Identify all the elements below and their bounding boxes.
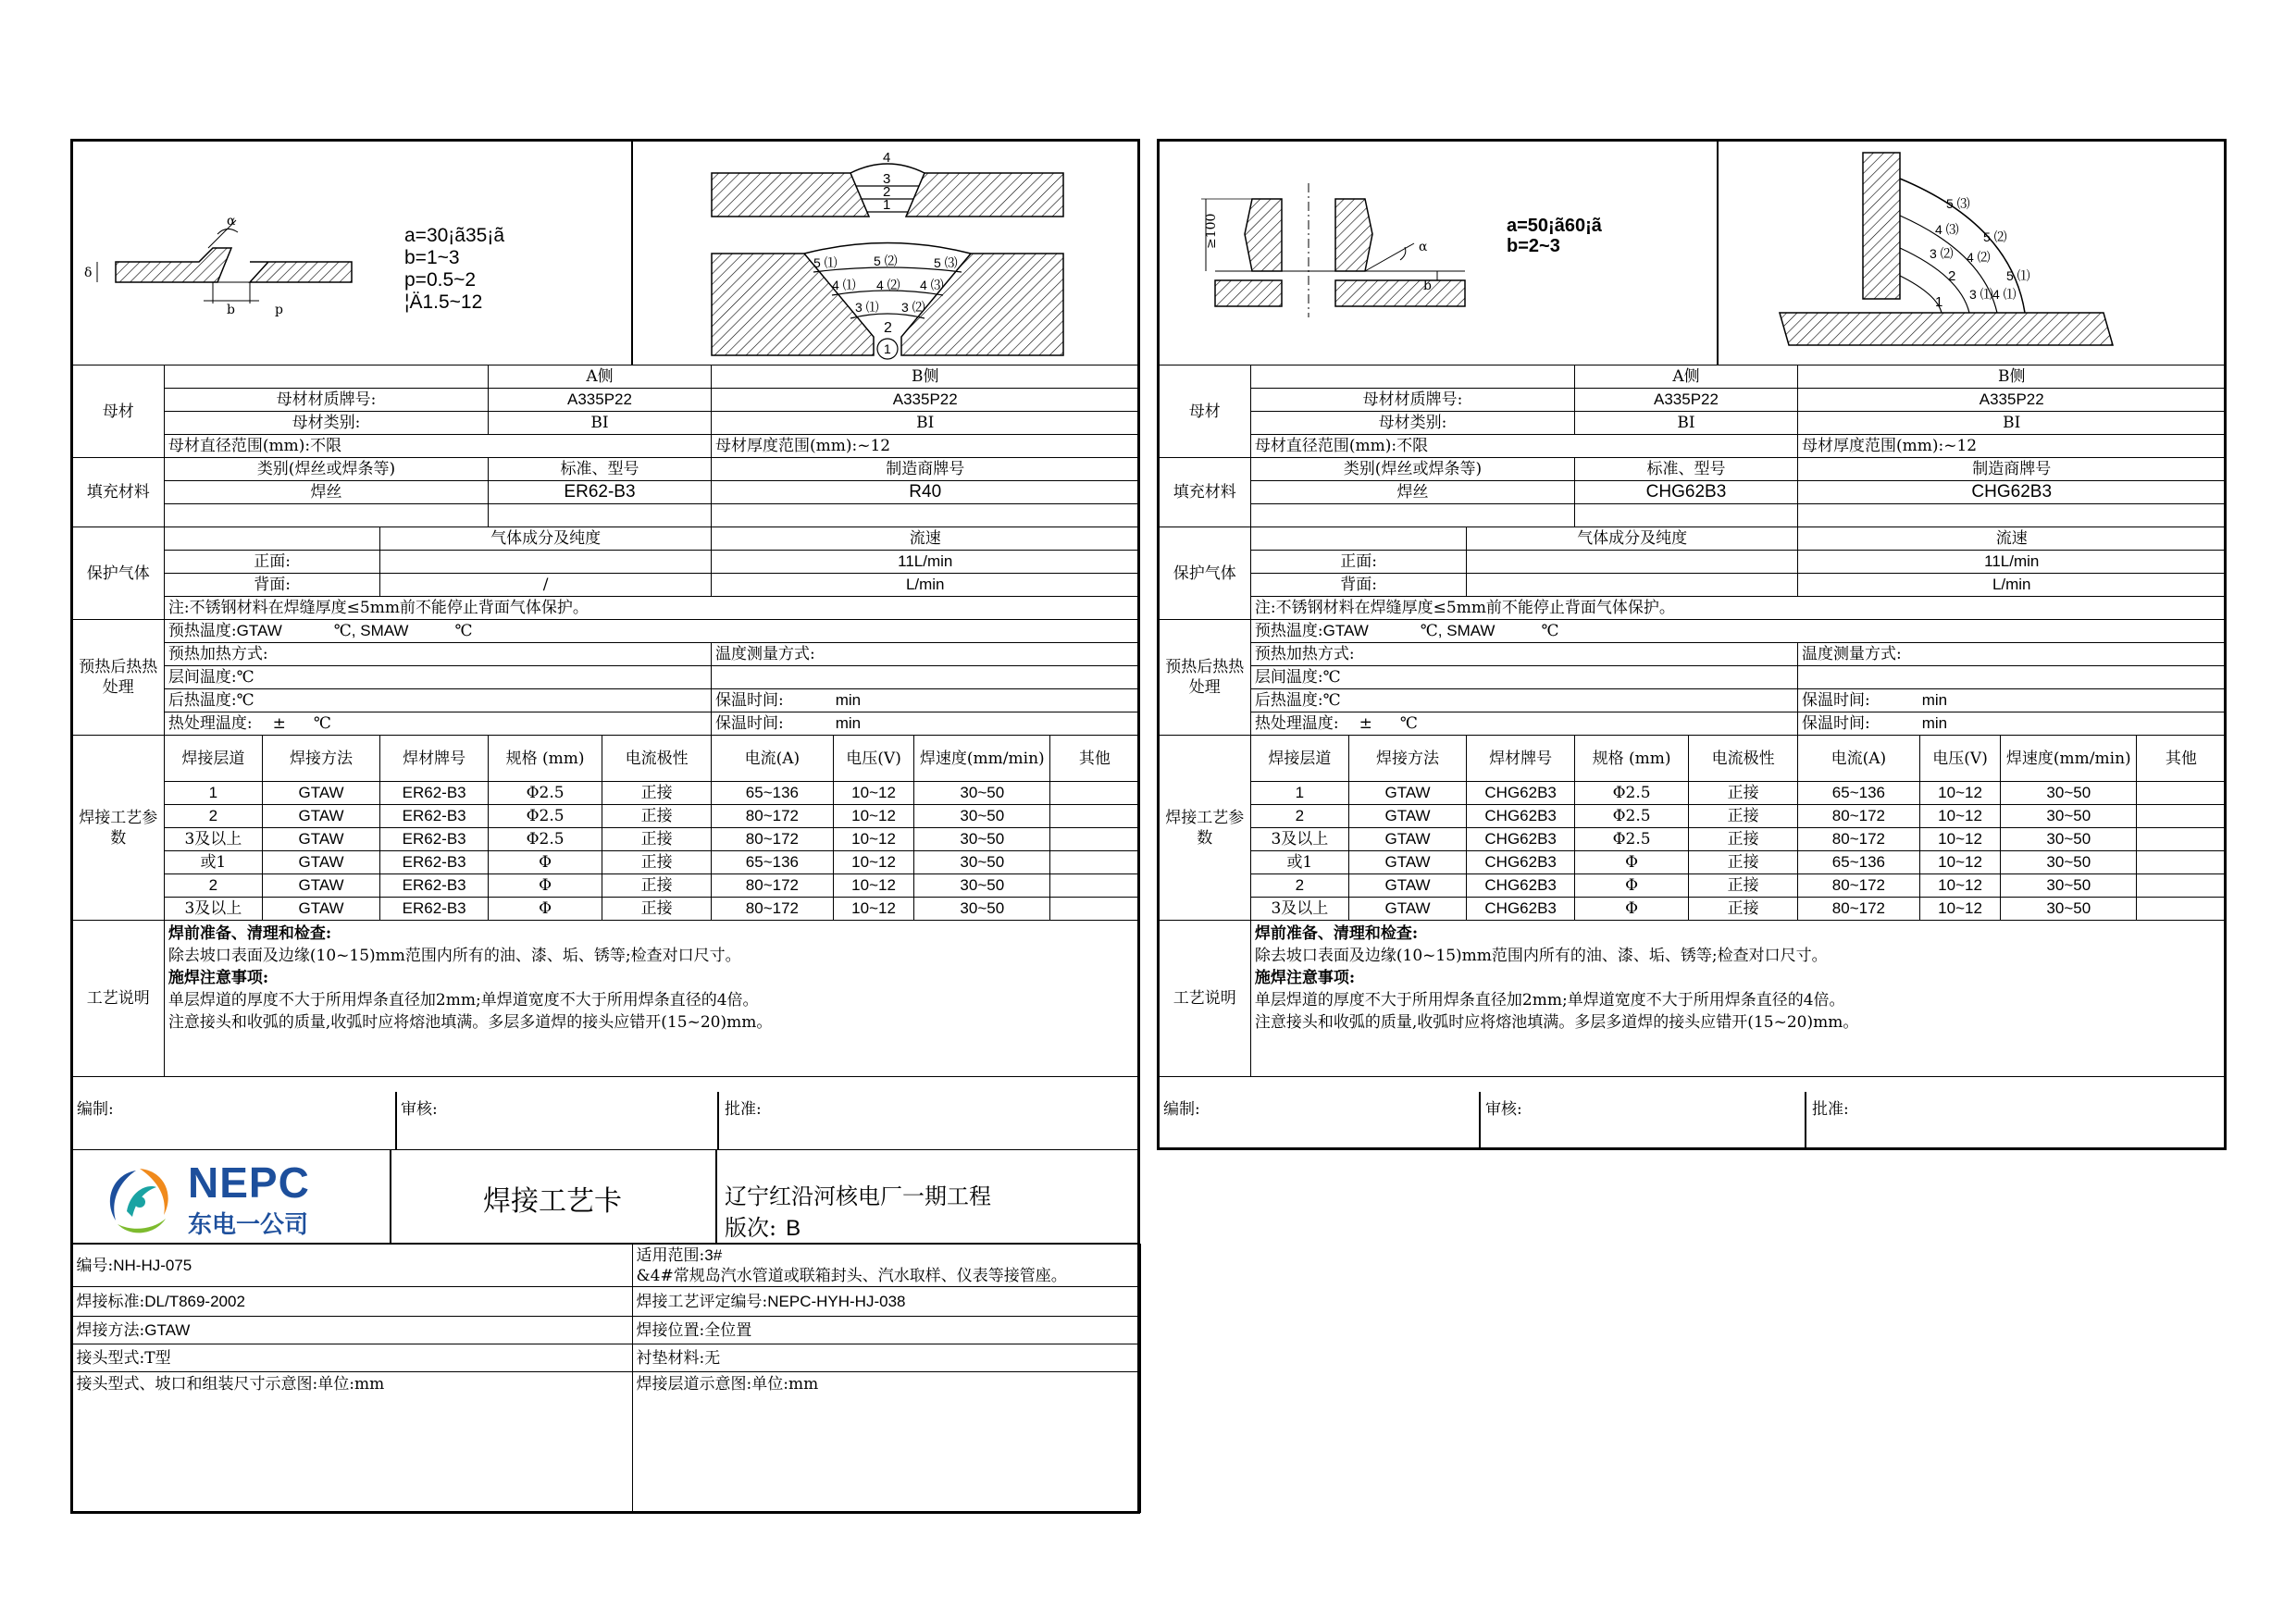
notes-content <box>1250 921 2226 1077</box>
filler-type-header: 类别(焊丝或焊条等) <box>164 458 488 481</box>
param-header-voltage: 电压(V) <box>1919 736 2001 782</box>
joint-geometry-figure <box>79 197 356 317</box>
figure-band <box>73 142 1137 365</box>
filler-type-header: 类别(焊丝或焊条等) <box>1250 458 1574 481</box>
pass-top-4: 4 <box>883 150 891 166</box>
postheat-hold: 保温时间: min <box>1797 689 2226 712</box>
param-thickness: ¦Ä1.5~12 <box>404 291 483 313</box>
section-heat: 预热后热热处理 <box>1159 620 1250 736</box>
postheat-temp: 后热温度:℃ <box>1250 689 1797 712</box>
table-row: 3及以上 GTAW ER62-B3 Φ 正接 80~172 10~12 30~50 <box>72 898 1139 921</box>
pass-3-2: 3 ⑵ <box>1930 246 1954 261</box>
gas-front-flow: 11L/min <box>1797 551 2226 574</box>
sign-approve: 批准: <box>1812 1100 1849 1119</box>
section-filler: 填充材料 <box>1159 458 1250 527</box>
param-angle: a=30¡ã35¡ã <box>404 225 505 246</box>
dim-b-label: b <box>227 303 235 317</box>
section-notes: 工艺说明 <box>1159 921 1250 1077</box>
care-text-1: 单层焊道的厚度不大于所用焊条直径加2mm;单焊道宽度不大于所用焊条直径的4倍。 <box>1254 991 1845 1010</box>
param-header-spec: 规格 (mm) <box>1575 736 1689 782</box>
side-a-header: A侧 <box>489 365 712 389</box>
postheat-temp: 后热温度:℃ <box>164 689 711 712</box>
care-title: 施焊注意事项: <box>168 969 269 987</box>
pass-4-1: 4 ⑴ <box>832 278 856 292</box>
class-b: BⅠ <box>711 412 1139 435</box>
filler-type: 焊丝 <box>1250 481 1574 504</box>
table-row: 2 GTAW ER62-B3 Φ 正接 80~172 10~12 30~50 <box>72 874 1139 898</box>
welding-card-right <box>1157 139 2227 1150</box>
table-row: 或1 GTAW CHG62B3 Φ 正接 65~136 10~12 30~50 <box>1159 851 2226 874</box>
pass-5-2: 5 ⑵ <box>1983 229 2007 244</box>
version: 版次: B <box>725 1215 801 1241</box>
weld-position: 焊接位置:全位置 <box>632 1317 1140 1344</box>
process-table-left <box>72 365 1140 1077</box>
class-a: BⅠ <box>489 412 712 435</box>
pass-4-3: 4 ⑶ <box>920 278 944 292</box>
table-row: 3及以上 GTAW CHG62B3 Φ 正接 80~172 10~12 30~50 <box>1159 898 2226 921</box>
gas-note: 注:不锈钢材料在焊缝厚度≤5mm前不能停止背面气体保护。 <box>1250 597 2226 620</box>
gas-back-flow: L/min <box>1797 574 2226 597</box>
gas-front-flow: 11L/min <box>711 551 1139 574</box>
joint-params <box>404 225 504 314</box>
pass-5-1: 5 ⑴ <box>813 255 838 270</box>
weld-method: 焊接方法:GTAW <box>72 1317 632 1344</box>
preheat-row: 预热温度:GTAW ℃, SMAW ℃ <box>164 620 1139 643</box>
filler-brand: CHG62B3 <box>1797 481 2226 504</box>
table-row: 1 GTAW CHG62B3 Φ2.5 正接 65~136 10~12 30~50 <box>1159 782 2226 805</box>
dim-p-label: p <box>275 303 283 317</box>
grade-label: 母材材质牌号: <box>164 389 488 412</box>
signature-row <box>1160 1092 2224 1147</box>
prep-title: 焊前准备、清理和检查: <box>1254 924 1419 943</box>
pwht-hold: 保温时间: min <box>1797 712 2226 736</box>
pass-sequence-figure <box>702 147 1073 360</box>
pass-1: 1 <box>884 341 891 356</box>
pwht-temp: 热处理温度: ± ℃ <box>164 712 711 736</box>
table-row: 或1 GTAW ER62-B3 Φ 正接 65~136 10~12 30~50 <box>72 851 1139 874</box>
param-header-method: 焊接方法 <box>262 736 380 782</box>
care-text-1: 单层焊道的厚度不大于所用焊条直径加2mm;单焊道宽度不大于所用焊条直径的4倍。 <box>168 991 759 1010</box>
filler-brand-header: 制造商牌号 <box>711 458 1139 481</box>
footer-info-table <box>72 1244 1141 1513</box>
pass-5-3: 5 ⑶ <box>1946 196 1970 211</box>
postheat-hold: 保温时间: min <box>711 689 1139 712</box>
pass-5-2: 5 ⑵ <box>874 254 898 268</box>
pwht-hold: 保温时间: min <box>711 712 1139 736</box>
param-header-spec: 规格 (mm) <box>489 736 602 782</box>
pass-figure-area: 焊接层道示意图:单位:mm <box>632 1372 1140 1513</box>
gas-front-label: 正面: <box>164 551 379 574</box>
gas-front-label: 正面: <box>1250 551 1466 574</box>
scope: 适用范围:3# &4#常规岛汽水管道或联箱封头、汽水取样、仪表等接管座。 <box>632 1245 1140 1287</box>
param-header-current: 电流(A) <box>1797 736 1919 782</box>
weld-standard: 焊接标准:DL/T869-2002 <box>72 1287 632 1317</box>
card-number: 编号:NH-HJ-075 <box>72 1245 632 1287</box>
filler-brand-header: 制造商牌号 <box>1797 458 2226 481</box>
param-header-other: 其他 <box>1050 736 1139 782</box>
nepc-logo-icon <box>99 1163 179 1237</box>
section-base-metal: 母材 <box>1159 365 1250 458</box>
param-gap: b=2~3 <box>1507 236 1560 256</box>
param-angle: a=50¡ã60¡ã <box>1507 216 1602 236</box>
sign-approve: 批准: <box>725 1100 762 1119</box>
param-root: p=0.5~2 <box>404 269 477 291</box>
care-title: 施焊注意事项: <box>1254 969 1356 987</box>
pass-top-3: 3 <box>883 171 891 187</box>
preheat-method: 预热加热方式: <box>164 643 711 666</box>
table-row: 2 GTAW CHG62B3 Φ2.5 正接 80~172 10~12 30~50 <box>1159 805 2226 828</box>
pqr-number: 焊接工艺评定编号:NEPC-HYH-HJ-038 <box>632 1287 1140 1317</box>
table-row: 2 GTAW CHG62B3 Φ 正接 80~172 10~12 30~50 <box>1159 874 2226 898</box>
grade-b: A335P22 <box>1797 389 2226 412</box>
side-b-header: B侧 <box>711 365 1139 389</box>
pass-top-1: 1 <box>883 197 891 213</box>
filler-brand: R40 <box>711 481 1139 504</box>
param-header-pass: 焊接层道 <box>1250 736 1348 782</box>
section-base-metal: 母材 <box>72 365 164 458</box>
table-row: 2 GTAW ER62-B3 Φ2.5 正接 80~172 10~12 30~50 <box>72 805 1139 828</box>
pass-4-1: 4 ⑴ <box>1992 287 2017 302</box>
grade-a: A335P22 <box>489 389 712 412</box>
section-filler: 填充材料 <box>72 458 164 527</box>
prep-text: 除去坡口表面及边缘(10~15)mm范围内所有的油、漆、垢、锈等;检查对口尺寸。 <box>1254 947 1828 965</box>
param-header-voltage: 电压(V) <box>833 736 914 782</box>
care-text-2: 注意接头和收弧的质量,收弧时应将熔池填满。多层多道焊的接头应错开(15~20)mm。 <box>168 1013 773 1032</box>
pass-4-3: 4 ⑶ <box>1935 222 1959 237</box>
backing-material: 衬垫材料:无 <box>632 1344 1140 1372</box>
dim-b-label: b <box>1423 279 1432 293</box>
prep-title: 焊前准备、清理和检查: <box>168 924 332 943</box>
grade-b: A335P22 <box>711 389 1139 412</box>
gas-flow-header: 流速 <box>711 527 1139 551</box>
class-label: 母材类别: <box>164 412 488 435</box>
dim-100-label: ≥100 <box>1204 213 1219 249</box>
filler-std-header: 标准、型号 <box>1575 458 1798 481</box>
section-heat: 预热后热热处理 <box>72 620 164 736</box>
pass-2: 2 <box>884 320 892 336</box>
gas-back-label: 背面: <box>164 574 379 597</box>
temp-measure: 温度测量方式: <box>711 643 1139 666</box>
thickness-range: 母材厚度范围(mm):~12 <box>711 435 1139 458</box>
table-row: 3及以上 GTAW CHG62B3 Φ2.5 正接 80~172 10~12 30~50 <box>1159 828 2226 851</box>
pass-top-2: 2 <box>883 184 891 200</box>
section-params: 焊接工艺参数 <box>72 736 164 921</box>
pass-3-1: 3 ⑴ <box>855 300 879 315</box>
preheat-row: 预热温度:GTAW ℃, SMAW ℃ <box>1250 620 2226 643</box>
preheat-method: 预热加热方式: <box>1250 643 1797 666</box>
process-table-right <box>1159 365 2227 1077</box>
section-gas: 保护气体 <box>1159 527 1250 620</box>
project-name: 辽宁红沿河核电厂一期工程 <box>725 1183 991 1209</box>
param-header-speed: 焊速度(mm/min) <box>914 736 1050 782</box>
gas-comp-header: 气体成分及纯度 <box>380 527 712 551</box>
section-notes: 工艺说明 <box>72 921 164 1077</box>
gas-back-label: 背面: <box>1250 574 1466 597</box>
pass-4-2: 4 ⑵ <box>1967 250 1991 265</box>
pass-4-2: 4 ⑵ <box>876 278 900 292</box>
card-title: 焊接工艺卡 <box>483 1185 622 1218</box>
logo-text: NEPC <box>188 1158 310 1207</box>
filler-std: CHG62B3 <box>1575 481 1798 504</box>
param-header-method: 焊接方法 <box>1348 736 1467 782</box>
param-header-pass: 焊接层道 <box>164 736 262 782</box>
thickness-range: 母材厚度范围(mm):~12 <box>1797 435 2226 458</box>
interpass-temp: 层间温度:℃ <box>1250 666 1797 689</box>
sign-review: 审核: <box>401 1100 438 1119</box>
grade-a: A335P22 <box>1575 389 1798 412</box>
section-gas: 保护气体 <box>72 527 164 620</box>
section-params: 焊接工艺参数 <box>1159 736 1250 921</box>
pass-3-2: 3 ⑵ <box>901 300 925 315</box>
dim-alpha-label: α <box>1419 240 1428 254</box>
care-text-2: 注意接头和收弧的质量,收弧时应将熔池填满。多层多道焊的接头应错开(15~20)mm。 <box>1254 1013 1859 1032</box>
param-header-brand: 焊材牌号 <box>380 736 489 782</box>
interpass-temp: 层间温度:℃ <box>164 666 711 689</box>
dim-delta-label: δ <box>84 266 93 280</box>
gas-comp-header: 气体成分及纯度 <box>1467 527 1798 551</box>
pass-5-3: 5 ⑶ <box>934 255 958 270</box>
diameter-range: 母材直径范围(mm):不限 <box>164 435 711 458</box>
side-b-header: B侧 <box>1797 365 2226 389</box>
welding-card-left <box>70 139 1140 1514</box>
param-header-brand: 焊材牌号 <box>1467 736 1575 782</box>
diameter-range: 母材直径范围(mm):不限 <box>1250 435 1797 458</box>
gas-flow-header: 流速 <box>1797 527 2226 551</box>
footer-brand-row <box>73 1150 1137 1244</box>
grade-label: 母材材质牌号: <box>1250 389 1574 412</box>
filler-type: 焊丝 <box>164 481 488 504</box>
side-a-header: A侧 <box>1575 365 1798 389</box>
param-header-speed: 焊速度(mm/min) <box>2001 736 2137 782</box>
dim-alpha-label: α <box>227 214 236 229</box>
param-header-polarity: 电流极性 <box>602 736 712 782</box>
sign-compile: 编制: <box>77 1100 114 1119</box>
table-row: 1 GTAW ER62-B3 Φ2.5 正接 65~136 10~12 30~50 <box>72 782 1139 805</box>
figure-band <box>1160 142 2224 365</box>
pwht-temp: 热处理温度: ± ℃ <box>1250 712 1797 736</box>
joint-type: 接头型式:T型 <box>72 1344 632 1372</box>
pass-1: 1 <box>1935 294 1943 310</box>
fillet-pass-figure <box>1770 151 2122 359</box>
notes-content <box>164 921 1139 1077</box>
gas-back-flow: L/min <box>711 574 1139 597</box>
class-b: BⅠ <box>1797 412 2226 435</box>
param-header-polarity: 电流极性 <box>1689 736 1798 782</box>
param-header-current: 电流(A) <box>711 736 833 782</box>
gas-back-comp: / <box>380 574 712 597</box>
sign-compile: 编制: <box>1163 1100 1200 1119</box>
joint-figure-area: 接头型式、坡口和组装尺寸示意图:单位:mm <box>72 1372 632 1513</box>
prep-text: 除去坡口表面及边缘(10~15)mm范围内所有的油、漆、垢、锈等;检查对口尺寸。 <box>168 947 741 965</box>
filler-std: ER62-B3 <box>489 481 712 504</box>
class-a: BⅠ <box>1575 412 1798 435</box>
param-gap: b=1~3 <box>404 247 460 268</box>
table-row: 3及以上 GTAW ER62-B3 Φ2.5 正接 80~172 10~12 30~50 <box>72 828 1139 851</box>
sign-review: 审核: <box>1485 1100 1522 1119</box>
logo-subtitle: 东电一公司 <box>188 1211 309 1239</box>
signature-row <box>73 1092 1137 1150</box>
temp-measure: 温度测量方式: <box>1797 643 2226 666</box>
joint-params <box>1507 216 1602 256</box>
pass-2: 2 <box>1948 268 1956 284</box>
pass-5-1: 5 ⑴ <box>2006 268 2030 283</box>
socket-joint-figure <box>1197 179 1493 327</box>
filler-std-header: 标准、型号 <box>489 458 712 481</box>
param-header-other: 其他 <box>2137 736 2226 782</box>
class-label: 母材类别: <box>1250 412 1574 435</box>
pass-3-1: 3 ⑴ <box>1969 287 1993 302</box>
gas-note: 注:不锈钢材料在焊缝厚度≤5mm前不能停止背面气体保护。 <box>164 597 1139 620</box>
